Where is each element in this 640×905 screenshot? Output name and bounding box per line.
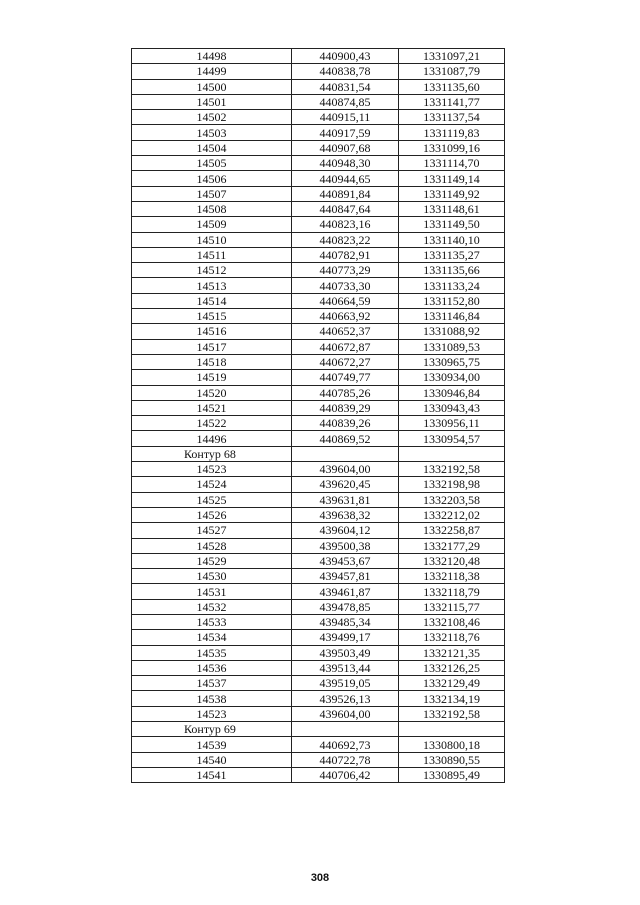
- table-row: [132, 660, 505, 675]
- y-coordinate-cell: 1331152,80: [399, 293, 505, 308]
- y-coordinate-cell: 1331133,24: [399, 278, 505, 293]
- y-coordinate-cell: 1332115,77: [399, 599, 505, 614]
- table-row: [132, 79, 505, 94]
- table-row: [132, 232, 505, 247]
- y-coordinate-cell: 1331114,70: [399, 156, 505, 171]
- x-coordinate-cell: 440915,11: [292, 110, 399, 125]
- empty-cell: [292, 446, 399, 461]
- point-number-cell: 14519: [132, 370, 292, 385]
- empty-cell: [399, 446, 505, 461]
- point-number-cell: 14533: [132, 614, 292, 629]
- table-row: [132, 431, 505, 446]
- x-coordinate-cell: 439620,45: [292, 477, 399, 492]
- y-coordinate-cell: 1330934,00: [399, 370, 505, 385]
- point-number-cell: 14501: [132, 94, 292, 109]
- y-coordinate-cell: 1332192,58: [399, 462, 505, 477]
- y-coordinate-cell: 1332258,87: [399, 523, 505, 538]
- x-coordinate-cell: 439500,38: [292, 538, 399, 553]
- y-coordinate-cell: 1332129,49: [399, 676, 505, 691]
- x-coordinate-cell: 439499,17: [292, 630, 399, 645]
- table-row: [132, 569, 505, 584]
- y-coordinate-cell: 1332118,38: [399, 569, 505, 584]
- contour-label: Контур 69: [132, 722, 292, 737]
- table-row: [132, 217, 505, 232]
- table-row: [132, 140, 505, 155]
- point-number-cell: 14508: [132, 201, 292, 216]
- y-coordinate-cell: 1331087,79: [399, 64, 505, 79]
- point-number-cell: 14532: [132, 599, 292, 614]
- point-number-cell: 14521: [132, 400, 292, 415]
- point-number-cell: 14537: [132, 676, 292, 691]
- y-coordinate-cell: 1332177,29: [399, 538, 505, 553]
- x-coordinate-cell: 440869,52: [292, 431, 399, 446]
- x-coordinate-cell: 439604,12: [292, 523, 399, 538]
- point-number-cell: 14536: [132, 660, 292, 675]
- y-coordinate-cell: 1332198,98: [399, 477, 505, 492]
- point-number-cell: 14500: [132, 79, 292, 94]
- point-number-cell: 14510: [132, 232, 292, 247]
- table-row: [132, 370, 505, 385]
- point-number-cell: 14496: [132, 431, 292, 446]
- point-number-cell: 14506: [132, 171, 292, 186]
- table-row: [132, 599, 505, 614]
- table-row: [132, 186, 505, 201]
- y-coordinate-cell: 1332126,25: [399, 660, 505, 675]
- x-coordinate-cell: 439478,85: [292, 599, 399, 614]
- x-coordinate-cell: 439604,00: [292, 462, 399, 477]
- y-coordinate-cell: 1330956,11: [399, 416, 505, 431]
- table-row: [132, 171, 505, 186]
- point-number-cell: 14498: [132, 49, 292, 64]
- point-number-cell: 14535: [132, 645, 292, 660]
- table-row: [132, 538, 505, 553]
- point-number-cell: 14530: [132, 569, 292, 584]
- point-number-cell: 14503: [132, 125, 292, 140]
- x-coordinate-cell: 439461,87: [292, 584, 399, 599]
- x-coordinate-cell: 440652,37: [292, 324, 399, 339]
- point-number-cell: 14541: [132, 767, 292, 782]
- point-number-cell: 14538: [132, 691, 292, 706]
- y-coordinate-cell: 1332192,58: [399, 706, 505, 721]
- point-number-cell: 14524: [132, 477, 292, 492]
- y-coordinate-cell: 1332118,76: [399, 630, 505, 645]
- table-row: [132, 64, 505, 79]
- y-coordinate-cell: 1331135,27: [399, 247, 505, 262]
- table-row: [132, 645, 505, 660]
- x-coordinate-cell: 439513,44: [292, 660, 399, 675]
- y-coordinate-cell: 1331149,92: [399, 186, 505, 201]
- contour-header-row: [132, 722, 505, 737]
- x-coordinate-cell: 439453,67: [292, 553, 399, 568]
- x-coordinate-cell: 440706,42: [292, 767, 399, 782]
- table-row: [132, 94, 505, 109]
- x-coordinate-cell: 440847,64: [292, 201, 399, 216]
- y-coordinate-cell: 1331135,60: [399, 79, 505, 94]
- table-row: [132, 477, 505, 492]
- point-number-cell: 14528: [132, 538, 292, 553]
- table-row: [132, 630, 505, 645]
- table-row: [132, 263, 505, 278]
- x-coordinate-cell: 439604,00: [292, 706, 399, 721]
- y-coordinate-cell: 1330943,43: [399, 400, 505, 415]
- y-coordinate-cell: 1331119,83: [399, 125, 505, 140]
- table-row: [132, 339, 505, 354]
- table-row: [132, 247, 505, 262]
- x-coordinate-cell: 440773,29: [292, 263, 399, 278]
- x-coordinate-cell: 440838,78: [292, 64, 399, 79]
- point-number-cell: 14531: [132, 584, 292, 599]
- y-coordinate-cell: 1331097,21: [399, 49, 505, 64]
- table-row: [132, 507, 505, 522]
- y-coordinate-cell: 1331137,54: [399, 110, 505, 125]
- x-coordinate-cell: 439631,81: [292, 492, 399, 507]
- table-row: [132, 278, 505, 293]
- x-coordinate-cell: 440839,26: [292, 416, 399, 431]
- point-number-cell: 14514: [132, 293, 292, 308]
- x-coordinate-cell: 440782,91: [292, 247, 399, 262]
- y-coordinate-cell: 1332134,19: [399, 691, 505, 706]
- table-row: [132, 767, 505, 782]
- point-number-cell: 14527: [132, 523, 292, 538]
- table-row: [132, 125, 505, 140]
- point-number-cell: 14512: [132, 263, 292, 278]
- y-coordinate-cell: 1330800,18: [399, 737, 505, 752]
- table-row: [132, 752, 505, 767]
- empty-cell: [399, 722, 505, 737]
- contour-label: Контур 68: [132, 446, 292, 461]
- table-row: [132, 523, 505, 538]
- y-coordinate-cell: 1330895,49: [399, 767, 505, 782]
- x-coordinate-cell: 440692,73: [292, 737, 399, 752]
- empty-cell: [292, 722, 399, 737]
- table-row: [132, 49, 505, 64]
- y-coordinate-cell: 1331089,53: [399, 339, 505, 354]
- table-row: [132, 201, 505, 216]
- point-number-cell: 14522: [132, 416, 292, 431]
- contour-header-row: [132, 446, 505, 461]
- x-coordinate-cell: 439638,32: [292, 507, 399, 522]
- table-row: [132, 553, 505, 568]
- y-coordinate-cell: 1332118,79: [399, 584, 505, 599]
- point-number-cell: 14517: [132, 339, 292, 354]
- x-coordinate-cell: 440672,27: [292, 354, 399, 369]
- y-coordinate-cell: 1332108,46: [399, 614, 505, 629]
- x-coordinate-cell: 439503,49: [292, 645, 399, 660]
- x-coordinate-cell: 440948,30: [292, 156, 399, 171]
- table-row: [132, 706, 505, 721]
- table-row: [132, 492, 505, 507]
- x-coordinate-cell: 439485,34: [292, 614, 399, 629]
- table-row: [132, 462, 505, 477]
- point-number-cell: 14529: [132, 553, 292, 568]
- x-coordinate-cell: 440749,77: [292, 370, 399, 385]
- point-number-cell: 14523: [132, 462, 292, 477]
- y-coordinate-cell: 1331088,92: [399, 324, 505, 339]
- table-row: [132, 400, 505, 415]
- x-coordinate-cell: 440944,65: [292, 171, 399, 186]
- coordinates-table-body: [132, 49, 505, 783]
- point-number-cell: 14540: [132, 752, 292, 767]
- point-number-cell: 14523: [132, 706, 292, 721]
- table-row: [132, 324, 505, 339]
- point-number-cell: 14499: [132, 64, 292, 79]
- x-coordinate-cell: 440785,26: [292, 385, 399, 400]
- y-coordinate-cell: 1331140,10: [399, 232, 505, 247]
- table-row: [132, 614, 505, 629]
- point-number-cell: 14534: [132, 630, 292, 645]
- x-coordinate-cell: 440664,59: [292, 293, 399, 308]
- table-row: [132, 385, 505, 400]
- x-coordinate-cell: 440891,84: [292, 186, 399, 201]
- y-coordinate-cell: 1332212,02: [399, 507, 505, 522]
- table-row: [132, 676, 505, 691]
- point-number-cell: 14539: [132, 737, 292, 752]
- y-coordinate-cell: 1332203,58: [399, 492, 505, 507]
- x-coordinate-cell: 440900,43: [292, 49, 399, 64]
- x-coordinate-cell: 440831,54: [292, 79, 399, 94]
- x-coordinate-cell: 439457,81: [292, 569, 399, 584]
- y-coordinate-cell: 1331099,16: [399, 140, 505, 155]
- coordinates-table: [131, 48, 505, 783]
- table-row: [132, 354, 505, 369]
- y-coordinate-cell: 1330954,57: [399, 431, 505, 446]
- table-row: [132, 691, 505, 706]
- x-coordinate-cell: 440823,16: [292, 217, 399, 232]
- y-coordinate-cell: 1330890,55: [399, 752, 505, 767]
- y-coordinate-cell: 1330965,75: [399, 354, 505, 369]
- x-coordinate-cell: 440722,78: [292, 752, 399, 767]
- x-coordinate-cell: 440823,22: [292, 232, 399, 247]
- y-coordinate-cell: 1331146,84: [399, 309, 505, 324]
- point-number-cell: 14525: [132, 492, 292, 507]
- x-coordinate-cell: 440917,59: [292, 125, 399, 140]
- x-coordinate-cell: 440733,30: [292, 278, 399, 293]
- x-coordinate-cell: 440839,29: [292, 400, 399, 415]
- y-coordinate-cell: 1332120,48: [399, 553, 505, 568]
- x-coordinate-cell: 439519,05: [292, 676, 399, 691]
- point-number-cell: 14507: [132, 186, 292, 201]
- y-coordinate-cell: 1331141,77: [399, 94, 505, 109]
- y-coordinate-cell: 1331149,14: [399, 171, 505, 186]
- y-coordinate-cell: 1331149,50: [399, 217, 505, 232]
- table-row: [132, 309, 505, 324]
- x-coordinate-cell: 440672,87: [292, 339, 399, 354]
- x-coordinate-cell: 440874,85: [292, 94, 399, 109]
- y-coordinate-cell: 1332121,35: [399, 645, 505, 660]
- table-row: [132, 293, 505, 308]
- page-number: 308: [310, 872, 330, 884]
- point-number-cell: 14513: [132, 278, 292, 293]
- x-coordinate-cell: 439526,13: [292, 691, 399, 706]
- point-number-cell: 14520: [132, 385, 292, 400]
- x-coordinate-cell: 440907,68: [292, 140, 399, 155]
- point-number-cell: 14505: [132, 156, 292, 171]
- table-row: [132, 156, 505, 171]
- point-number-cell: 14516: [132, 324, 292, 339]
- point-number-cell: 14518: [132, 354, 292, 369]
- y-coordinate-cell: 1331135,66: [399, 263, 505, 278]
- table-row: [132, 110, 505, 125]
- table-row: [132, 416, 505, 431]
- point-number-cell: 14509: [132, 217, 292, 232]
- point-number-cell: 14526: [132, 507, 292, 522]
- table-row: [132, 737, 505, 752]
- y-coordinate-cell: 1330946,84: [399, 385, 505, 400]
- point-number-cell: 14511: [132, 247, 292, 262]
- x-coordinate-cell: 440663,92: [292, 309, 399, 324]
- point-number-cell: 14504: [132, 140, 292, 155]
- table-row: [132, 584, 505, 599]
- point-number-cell: 14502: [132, 110, 292, 125]
- y-coordinate-cell: 1331148,61: [399, 201, 505, 216]
- point-number-cell: 14515: [132, 309, 292, 324]
